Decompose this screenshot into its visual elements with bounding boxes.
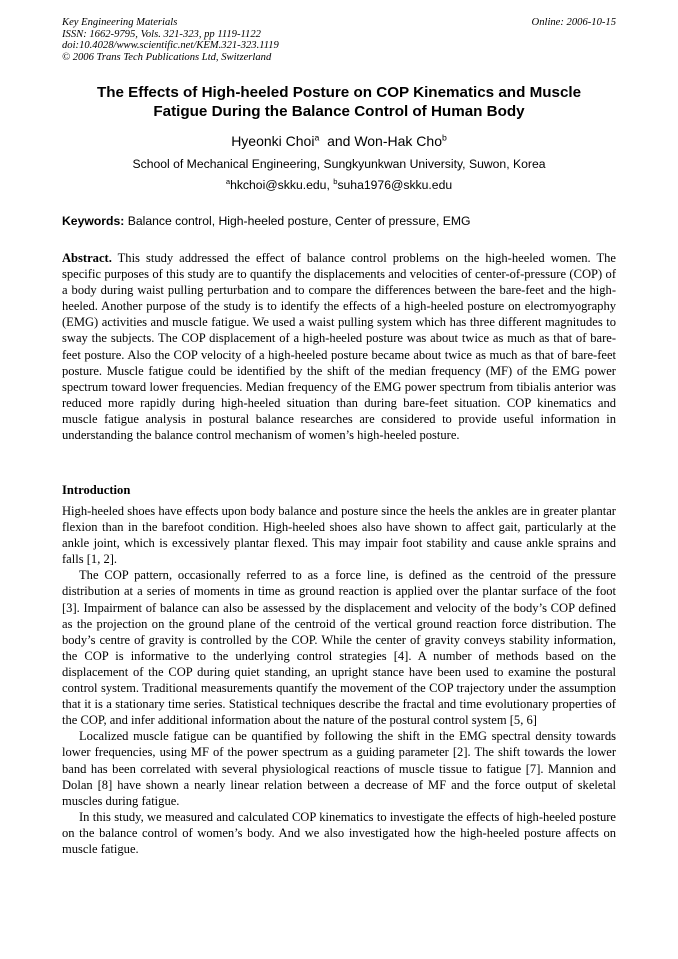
email-1: hkchoi@skku.edu, (230, 178, 330, 192)
intro-paragraph-3: Localized muscle fatigue can be quantified by following the shift in the EMG spectral density towards lower frequencies, using MF of the power spectrum as a guiding parameter [2]. The shift towards the lower band has been correlated with several physiological reactions of muscle tissue to fatigue [7]. Mannion and Dolan [8] have shown a nearly linear relation between a decrease of MF and the force output of skeletal muscles during fatigue. (62, 729, 616, 808)
affiliation: School of Mechanical Engineering, Sungkyunkwan University, Suwon, Korea (132, 157, 546, 171)
author-emails (62, 178, 616, 193)
keywords-text: Balance control, High-heeled posture, Center of pressure, EMG (127, 214, 471, 228)
author-2-affil-mark: b (441, 132, 447, 143)
paper-title (62, 83, 616, 121)
intro-paragraph-2: The COP pattern, occasionally referred to as a force line, is defined as the centroid of the pressure distribution at a series of moments in time as ground reaction is applied over the plantar surface of the foot [3]. Impairment of balance can also be assessed by the displacement and velocity of the body’s COP defined as the projection on the ground plane of the centroid of the vertical ground reaction force distribution. The body’s centre of gravity is controlled by the COP. While the center of gravity conveys stability information, the COP is informative to the underlying control strategies [4]. A number of methods based on the displacement of the COP during quiet standing, an upright stance have been used to examine the postural control system. Traditional measurements quantify the movement of the COP trajectory under the assumption that it is a stationary time series. Statistical techniques describe the fractal and time evolutionary properties of the COP, and infer additional information about the nature of the postural control system [5, 6] (62, 568, 616, 728)
intro-paragraph-1: High-heeled shoes have effects upon body balance and posture since the heels the ankles are in greater plantar flexion than in the barefoot condition. High-heeled shoes also have shown to affect gait, particularly at the ankle joint, which is excessively plantar flexed. This may impair foot stability and cause ankle sprains and falls [1, 2]. (62, 504, 616, 567)
doi-line: doi:10.4028/www.scientific.net/KEM.321-323.1119 (62, 40, 279, 52)
intro-paragraph-4: In this study, we measured and calculated COP kinematics to investigate the effects of high-heeled posture on the balance control of women’s body. And we also investigated how the high-heeled posture affects on muscle fatigue. (62, 809, 616, 856)
email-2: suha1976@skku.edu (337, 178, 453, 192)
issn-line: ISSN: 1662-9795, Vols. 321-323, pp 1119-1122 (62, 28, 261, 40)
keywords-label: Keywords: (62, 214, 125, 228)
author-conjunction: and (327, 133, 351, 149)
author-1: Hyeonki Choi (231, 133, 315, 149)
copyright-line: © 2006 Trans Tech Publications Ltd, Switzerland (62, 51, 272, 63)
abstract (62, 250, 616, 443)
header-first-line (62, 17, 616, 29)
email-2-mark: b (333, 176, 338, 186)
title-line-2: Fatigue During the Balance Control of Human Body (153, 103, 525, 120)
journal-header (62, 17, 616, 63)
abstract-text: This study addressed the effect of balance control problems on the high-heeled women. The specific purposes of this study are to quantify the displacements and velocities of center-of-pressure (COP) of a body during waist pulling perturbation and to compare the differences between the bare-feet and the high-heeled. Another purpose of the study is to identify the effects of a high-heeled posture on electromyography (EMG) activities and muscle fatigue. We used a waist pulling system which has three different magnitudes to sway the subjects. The COP displacement of a high-heeled posture was about twice as much as that of bare-feet posture. Also the COP velocity of a high-heeled posture became about twice as much as that of bare-feet posture. Muscle fatigue could be identified by the shift of the median frequency (MF) of the EMG power spectrum toward lower frequencies. Median frequency of the EMG power spectrum from tibialis anterior was reduced more rapidly during high-heeled situation than during bare-feet situation. COP kinematics and muscle fatigue analysis in postural balance researches are considered to provide useful information in understanding the balance control mechanism of women’s high-heeled posture. (62, 251, 616, 443)
email-1-mark: a (225, 176, 231, 186)
section-heading-introduction: Introduction (62, 483, 131, 497)
author-list (62, 132, 616, 150)
author-2: Won-Hak Cho (354, 133, 442, 149)
title-line-1: The Effects of High-heeled Posture on COP Kinematics and Muscle (96, 84, 582, 101)
abstract-label: Abstract. (62, 251, 112, 265)
keywords (62, 214, 616, 229)
author-1-affil-mark: a (314, 132, 320, 143)
journal-name: Key Engineering Materials (62, 17, 178, 28)
introduction-body (62, 503, 616, 857)
online-date: Online: 2006-10-15 (531, 17, 616, 28)
